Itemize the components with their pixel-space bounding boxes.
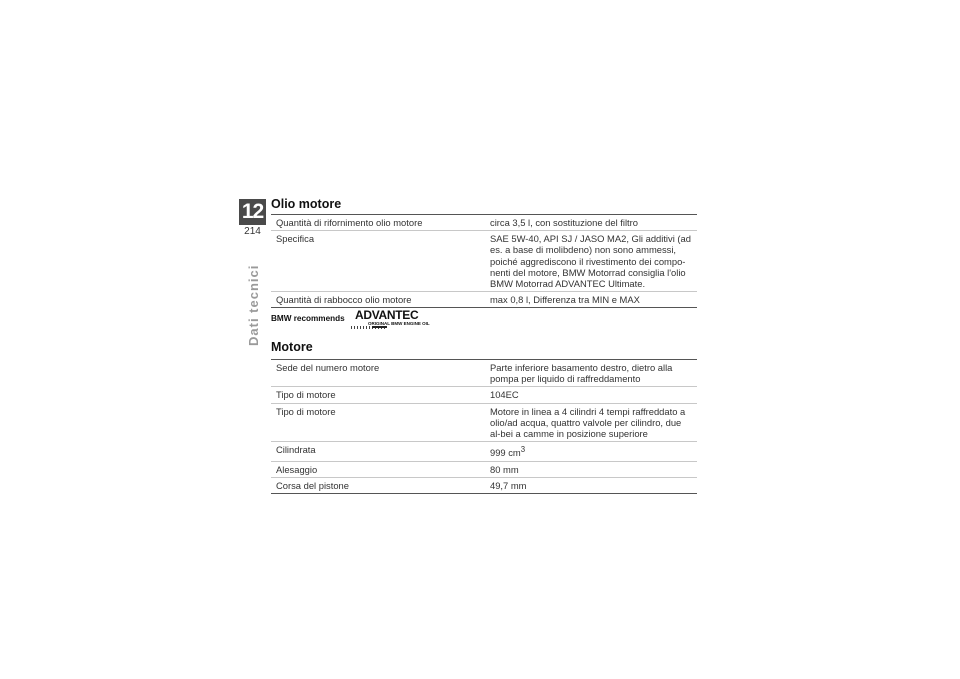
chapter-title-vertical: Dati tecnici [246,264,261,346]
bmw-recommends-text: BMW recommends [271,314,345,323]
spec-value: SAE 5W-40, API SJ / JASO MA2, Gli additivi (ad es. a base di molibdeno) non sono ammessi, poiché aggrediscono il rivestimento dei compo-nenti del motore, BMW Motorrad consiglia l'olio BMW Motorrad ADVANTEC Ultimate. [485,231,697,292]
spec-value: circa 3,5 l, con sostituzione del filtro [485,215,697,231]
section-title-motore: Motore [271,340,313,354]
olio-motore-table [271,214,697,308]
advantec-logo-subtitle: ORIGINAL BMW ENGINE OIL [368,321,430,326]
spec-label: Specifica [271,231,485,292]
table-row [271,215,697,231]
table-row [271,292,697,308]
table-row [271,477,697,493]
unit-superscript: 3 [520,445,526,455]
bmw-recommends-banner [271,308,471,332]
spec-label: Quantità di rabbocco olio motore [271,292,485,308]
spec-value: max 0,8 l, Differenza tra MIN e MAX [485,292,697,308]
displacement-value: 999 cm [490,447,521,459]
spec-label: Cilindrata [271,442,485,461]
spec-value: Parte inferiore basamento destro, dietro alla pompa per liquido di raffreddamento [485,360,697,387]
motore-table [271,359,697,494]
table-row [271,231,697,292]
section-title-olio-motore: Olio motore [271,197,342,211]
table-row [271,461,697,477]
table-row [271,403,697,442]
chapter-number-badge: 12 [239,199,266,225]
spec-value: Motore in linea a 4 cilindri 4 tempi raffreddato a olio/ad acqua, quattro valvole per cilindro, due al-bei a camme in posizione superiore [485,403,697,442]
spec-label: Tipo di motore [271,403,485,442]
spec-value: 80 mm [485,461,697,477]
spec-label: Tipo di motore [271,387,485,403]
table-row [271,387,697,403]
spec-value [485,442,697,461]
spec-label: Alesaggio [271,461,485,477]
advantec-logo [351,308,430,330]
spec-label: Quantità di rifornimento olio motore [271,215,485,231]
table-row [271,442,697,461]
spec-value: 104EC [485,387,697,403]
logo-bar [372,326,387,328]
page-number: 214 [244,226,261,237]
table-row [271,360,697,387]
advantec-logo-text: ADVANTEC [355,308,419,322]
spec-value: 49,7 mm [485,477,697,493]
spec-label: Corsa del pistone [271,477,485,493]
spec-label: Sede del numero motore [271,360,485,387]
